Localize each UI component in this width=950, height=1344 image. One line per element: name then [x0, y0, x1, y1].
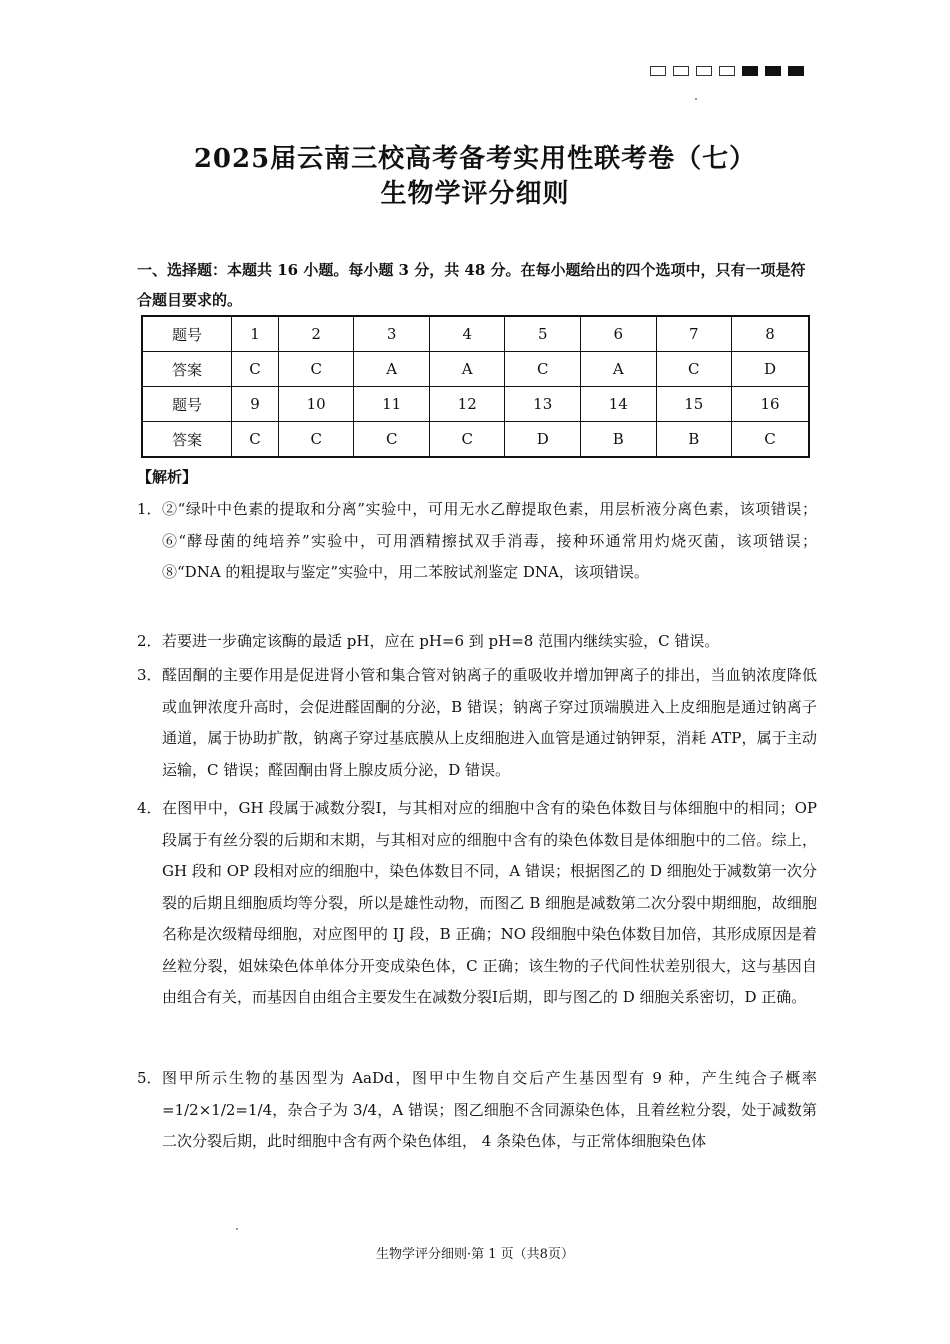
answer-cell: C	[429, 422, 505, 458]
item-text: 醛固酮的主要作用是促进肾小管和集合管对钠离子的重吸收并增加钾离子的排出，当血钠浓度降低或血钾浓度升高时，会促进醛固酮的分泌，B 错误；钠离子穿过顶端膜进入上皮细胞是通过钠离子通道，属于协助扩散，钠离子穿过基底膜从上皮细胞进入血管是通过钠钾泵，消耗 ATP，属于主动运输，C 错误；醛固酮由肾上腺皮质分泌，D 错误。	[162, 666, 817, 779]
analysis-item	[137, 660, 817, 786]
section-heading: 一、选择题：本题共 16 小题。每小题 3 分，共 48 分。在每小题给出的四个选项中，只有一项是符合题目要求的。	[137, 261, 806, 309]
question-number: 3	[354, 316, 430, 352]
item-text: 若要进一步确定该酶的最适 pH，应在 pH=6 到 pH=8 范围内继续实验，C 错误。	[162, 632, 720, 650]
question-number: 4	[429, 316, 505, 352]
question-number: 9	[232, 387, 279, 422]
corner-square-open	[650, 66, 666, 76]
analysis-heading: 【解析】	[137, 468, 198, 486]
item-number: 2．	[137, 632, 162, 650]
item-number: 1．	[137, 500, 162, 518]
question-number: 1	[232, 316, 279, 352]
question-number: 7	[656, 316, 732, 352]
answer-cell: C	[278, 422, 354, 458]
row-label: 答案	[142, 352, 232, 387]
row-label: 答案	[142, 422, 232, 458]
corner-square-filled	[788, 66, 804, 76]
answer-cell: A	[580, 352, 656, 387]
corner-square-open	[673, 66, 689, 76]
table-row	[142, 387, 809, 422]
corner-square-open	[719, 66, 735, 76]
analysis-item	[137, 494, 817, 589]
table-row	[142, 316, 809, 352]
answer-cell: A	[429, 352, 505, 387]
question-number: 10	[278, 387, 354, 422]
analysis-item	[137, 1063, 817, 1158]
answer-cell: B	[656, 422, 732, 458]
answer-cell: D	[505, 422, 581, 458]
question-number: 11	[354, 387, 430, 422]
corner-code-marks	[650, 66, 804, 76]
question-number: 5	[505, 316, 581, 352]
corner-square-filled	[742, 66, 758, 76]
answer-cell: C	[278, 352, 354, 387]
corner-square-filled	[765, 66, 781, 76]
answer-cell: C	[232, 422, 279, 458]
question-number: 16	[732, 387, 809, 422]
answer-cell: D	[732, 352, 809, 387]
answer-cell: C	[732, 422, 809, 458]
question-number: 6	[580, 316, 656, 352]
document-subtitle: 生物学评分细则	[380, 179, 570, 209]
item-text: 图甲所示生物的基因型为 AaDd，图甲中生物自交后产生基因型有 9 种，产生纯合子概率=1/2×1/2=1/4，杂合子为 3/4，A 错误；图乙细胞不含同源染色体，且着丝粒分裂，处于减数第二次分裂后期，此时细胞中含有两个染色体组， 4 条染色体，与正常体细胞染色体	[162, 1069, 817, 1150]
scan-dot	[695, 98, 697, 100]
question-number: 14	[580, 387, 656, 422]
answer-cell: C	[232, 352, 279, 387]
item-number: 5．	[137, 1069, 162, 1087]
answer-table	[141, 315, 810, 458]
answer-cell: B	[580, 422, 656, 458]
question-number: 13	[505, 387, 581, 422]
row-label: 题号	[142, 316, 232, 352]
analysis-item	[137, 626, 817, 658]
analysis-item	[137, 793, 817, 1014]
answer-cell: C	[354, 422, 430, 458]
item-text: 在图甲中，GH 段属于减数分裂Ⅰ，与其相对应的细胞中含有的染色体数目与体细胞中的相同；OP 段属于有丝分裂的后期和末期，与其相对应的细胞中含有的染色体数目是体细胞中的二倍。综上，GH 段和 OP 段相对应的细胞中，染色体数目不同，A 错误；根据图乙的 D 细胞处于减数第一次分裂的后期且细胞质均等分裂，所以是雄性动物，而图乙 B 细胞是减数第二次分裂中期细胞，故细胞名称是次级精母细胞，对应图甲的 IJ 段，B 正确；NO 段细胞中染色体数目加倍，其形成原因是着丝粒分裂，姐妹染色体单体分开变成染色体，C 正确；该生物的子代间性状差别很大，这与基因自由组合有关，而基因自由组合主要发生在减数分裂Ⅰ后期，即与图乙的 D 细胞关系密切，D 正确。	[162, 799, 817, 1006]
item-number: 4．	[137, 799, 162, 817]
scan-dot	[236, 1228, 238, 1230]
question-number: 2	[278, 316, 354, 352]
question-number: 12	[429, 387, 505, 422]
answer-cell: C	[656, 352, 732, 387]
table-row	[142, 352, 809, 387]
item-number: 3．	[137, 666, 162, 684]
answer-cell: A	[354, 352, 430, 387]
table-row	[142, 422, 809, 458]
answer-cell: C	[505, 352, 581, 387]
document-title: 2025届云南三校高考备考实用性联考卷（七）	[193, 144, 757, 174]
question-number: 15	[656, 387, 732, 422]
page-footer: 生物学评分细则·第 1 页（共8页）	[376, 1247, 574, 1262]
corner-square-open	[696, 66, 712, 76]
question-number: 8	[732, 316, 809, 352]
row-label: 题号	[142, 387, 232, 422]
item-text: ②“绿叶中色素的提取和分离”实验中，可用无水乙醇提取色素，用层析液分离色素，该项错误；⑥“酵母菌的纯培养”实验中，可用酒精擦拭双手消毒，接种环通常用灼烧灭菌，该项错误；⑧“DNA 的粗提取与鉴定”实验中，用二苯胺试剂鉴定 DNA，该项错误。	[162, 500, 817, 581]
